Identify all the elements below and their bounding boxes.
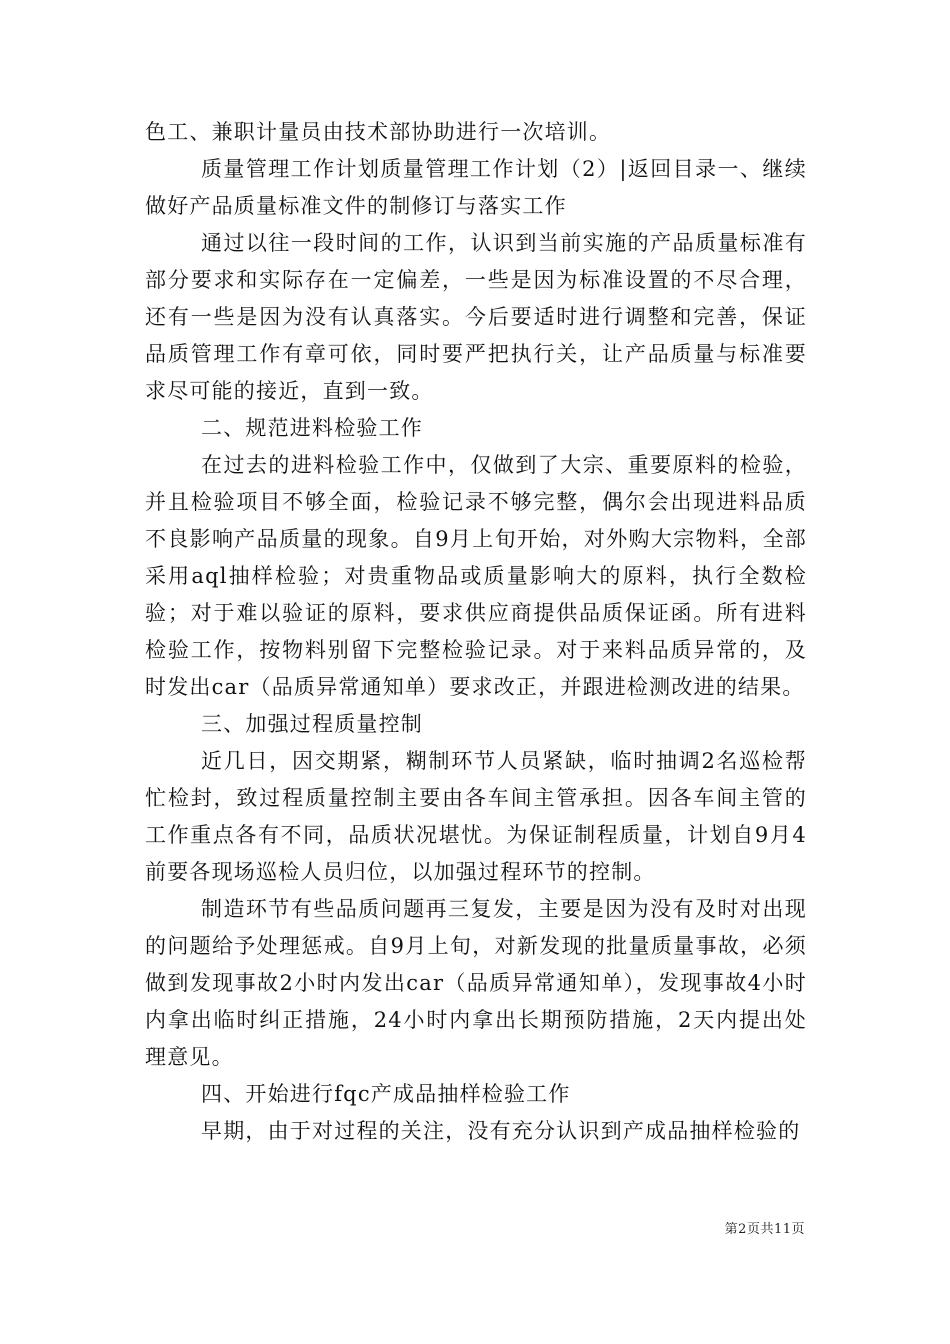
body-paragraph: 早期，由于对过程的关注，没有充分认识到产成品抽样检验的: [201, 1119, 801, 1143]
page-number: 第2页共11页: [724, 1222, 805, 1237]
body-paragraph: 质量管理工作计划质量管理工作计划（2）|返回目录一、继续做好产品质量标准文件的制修订与落实工作: [145, 157, 807, 218]
section-heading: 二、规范进料检验工作: [201, 416, 423, 440]
body-paragraph: 制造环节有些品质问题再三复发，主要是因为没有及时对出现的问题给予处理惩戒。自9月上旬，对新发现的批量质量事故，必须做到发现事故2小时内发出car（品质异常通知单），发现事故4小时内拿出临时纠正措施，24小时内拿出长期预防措施，2天内提出处理意见。: [145, 897, 807, 1069]
body-paragraph: 色工、兼职计量员由技术部协助进行一次培训。: [145, 120, 612, 144]
section-heading: 四、开始进行fqc产成品抽样检验工作: [201, 1082, 571, 1106]
section-heading: 三、加强过程质量控制: [201, 712, 423, 736]
body-paragraph: 在过去的进料检验工作中，仅做到了大宗、重要原料的检验，并且检验项目不够全面，检验记录不够完整，偶尔会出现进料品质不良影响产品质量的现象。自9月上旬开始，对外购大宗物料，全部采用aql抽样检验；对贵重物品或质量影响大的原料，执行全数检验；对于难以验证的原料，要求供应商提供品质保证函。所有进料检验工作，按物料别留下完整检验记录。对于来料品质异常的，及时发出car（品质异常通知单）要求改正，并跟进检测改进的结果。: [145, 453, 807, 699]
body-paragraph: 通过以往一段时间的工作，认识到当前实施的产品质量标准有部分要求和实际存在一定偏差，一些是因为标准设置的不尽合理，还有一些是因为没有认真落实。今后要适时进行调整和完善，保证品质管理工作有章可依，同时要严把执行关，让产品质量与标准要求尽可能的接近，直到一致。: [145, 231, 807, 403]
document-page: [145, 114, 807, 1150]
body-paragraph: 近几日，因交期紧，糊制环节人员紧缺，临时抽调2名巡检帮忙检封，致过程质量控制主要由各车间主管承担。因各车间主管的工作重点各有不同，品质状况堪忧。为保证制程质量，计划自9月4前要各现场巡检人员归位，以加强过程环节的控制。: [145, 749, 807, 884]
